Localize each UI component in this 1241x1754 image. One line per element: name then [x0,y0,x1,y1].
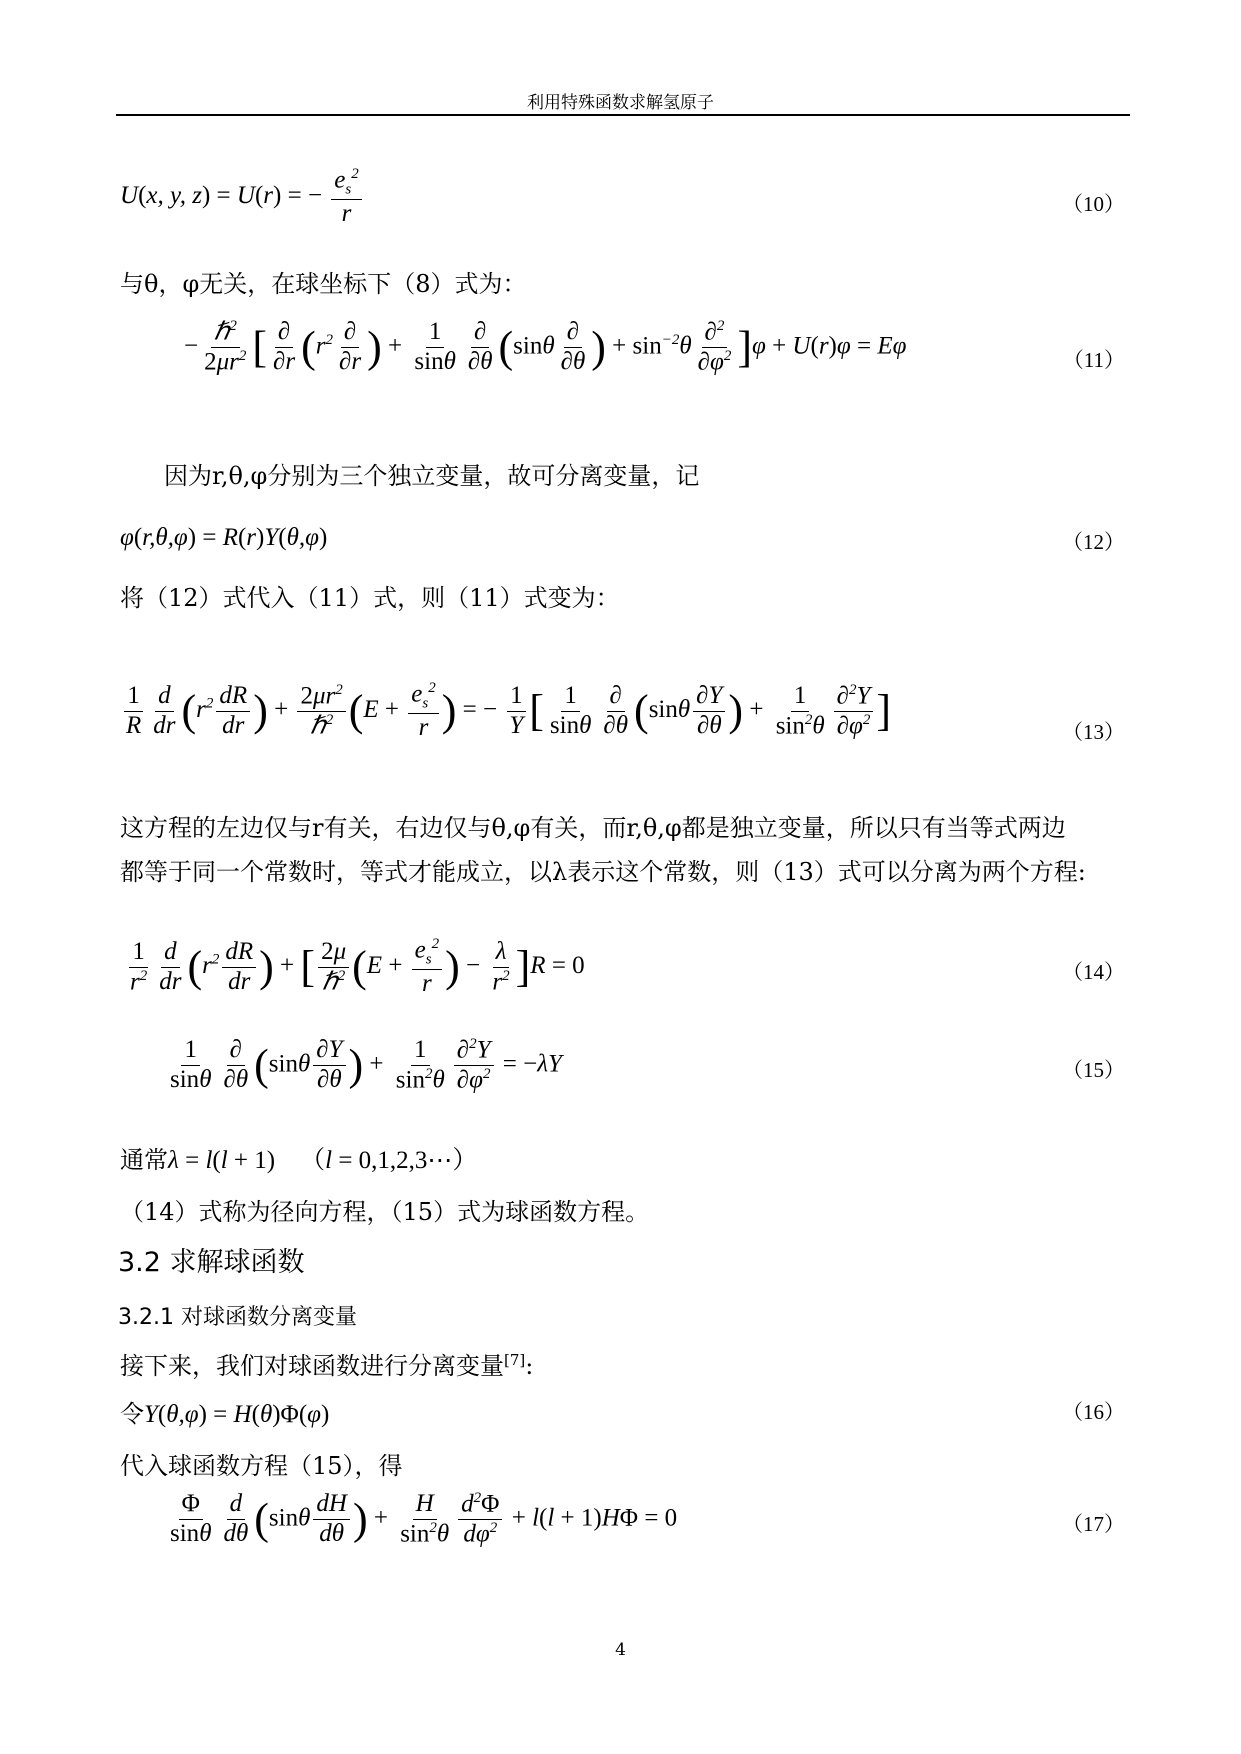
paragraph-1: 与θ，φ无关，在球坐标下（8）式为： [120,270,527,298]
paragraph-2: 因为r,θ,φ分别为三个独立变量，故可分离变量，记 [164,462,700,490]
paragraph-7: （14）式称为径向方程，（15）式为球函数方程。 [120,1198,650,1226]
paragraph-5: 都等于同一个常数时，等式才能成立，以λ表示这个常数，则（13）式可以分离为两个方程: [120,858,1086,886]
subsection-heading-3-2-1: 3.2.1 对球函数分离变量 [118,1305,357,1330]
equation-16-prefix: 令 [120,1400,144,1428]
header-rule [116,114,1130,116]
equation-14: $\frac{1}{r^2}$ $\frac{d}{dr}$ ($r^2$ $\frac{dR}{dr}$ ) + [ $\frac{2\mu}{\hbar^2}$ (E + $\frac{e_s^2}{r}$ ) − $\frac{\lambda}{r^2}$ ]R = 0 [130,936,585,997]
equation-number-16: （16） [1062,1400,1125,1424]
paragraph-6-prefix: 通常 [120,1146,168,1174]
equation-number-12: （12） [1062,530,1125,554]
paragraph-8-end: : [525,1352,534,1380]
equation-10: U(x, y, z) = U(r) = − $\frac{e_s^2}{r}$ [120,166,365,228]
section-heading-3-2: 3.2 求解球函数 [118,1247,305,1278]
paragraph-3: 将（12）式代入（11）式，则（11）式变为： [120,584,620,612]
equation-12: φ(r,θ,φ) = R(r)Y(θ,φ) [120,524,328,551]
equation-13: $\frac{1}{R}$ $\frac{d}{dr}$ ($r^2$ $\frac{dR}{dr}$ ) + $\frac{2\mu r^2}{\hbar^2}$ (E + $\frac{e_s^2}{r}$ ) = − $\frac{1}{Y}$ [ $\frac{1}{\sin\theta}$ $\frac{\partial}{\partial\theta}$ (sinθ $\frac{\partial Y}{\partial\theta}$ ) + $\frac{1}{\sin^2\theta}$ $\frac{\partial^2Y}{\partial\varphi^2}$ ] [126,680,892,741]
paragraph-8 [120,1346,533,1381]
equation-number-11: （11） [1062,348,1125,372]
equation-number-14: （14） [1062,960,1125,984]
equation-number-17: （17） [1062,1512,1125,1536]
running-header: 利用特殊函数求解氢原子 [527,93,714,113]
page-number: 4 [615,1640,626,1660]
equation-number-10: （10） [1062,192,1125,216]
equation-17: $\frac{\Phi}{\sin\theta}$ $\frac{d}{d\theta}$ (sinθ $\frac{dH}{d\theta}$ ) + $\frac{H}{\sin^2\theta}$ $\frac{d^2\Phi}{d\varphi^2}$ + l(l + 1)HΦ = 0 [170,1490,678,1548]
paragraph-10: 代入球函数方程（15），得 [120,1452,403,1480]
equation-16: 令Y(θ,φ) = H(θ)Φ(φ) [120,1400,330,1428]
paragraph-8-text: 接下来，我们对球函数进行分离变量 [120,1352,504,1380]
paragraph-6: 通常λ = l(l + 1) （l = 0,1,2,3⋯） [120,1146,478,1174]
equation-number-15: （15） [1062,1058,1125,1082]
equation-11: − $\frac{\hbar^2}{2\mu r^2}$ [ $\frac{\partial}{\partial r}$ ($r^2$ $\frac{\partial}{\partial r}$ ) + $\frac{1}{\sin\theta}$ $\frac{\partial}{\partial\theta}$ (sinθ $\frac{\partial}{\partial\theta}$ ) + $\sin^{-2}\theta$ $\frac{\partial^2}{\partial\varphi^2}$ ]φ + U(r)φ = Eφ [184,318,907,376]
equation-15: $\frac{1}{\sin\theta}$ $\frac{\partial}{\partial\theta}$ (sinθ $\frac{\partial Y}{\partial\theta}$ ) + $\frac{1}{\sin^2\theta}$ $\frac{\partial^2Y}{\partial\varphi^2}$ = −λY [170,1036,562,1094]
citation-7: [7] [504,1351,526,1369]
equation-number-13: （13） [1062,720,1125,744]
paragraph-4: 这方程的左边仅与r有关，右边仅与θ,φ有关，而r,θ,φ都是独立变量，所以只有当等式两边 [120,814,1066,842]
